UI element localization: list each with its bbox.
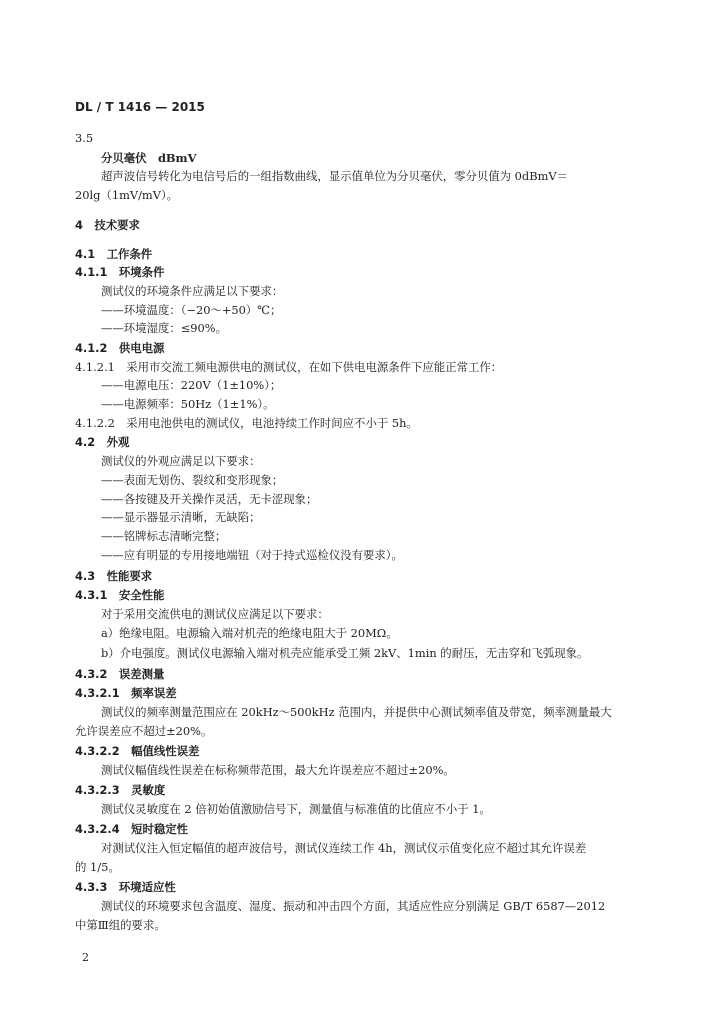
paragraph-line: 对于采用交流供电的测试仪应满足以下要求： xyxy=(101,607,329,621)
paragraph-line: 对测试仪注入恒定幅值的超声波信号，测试仪连续工作 4h，测试仪示值变化应不超过其允许误差 xyxy=(101,841,587,855)
heading-4-3: 4.3 性能要求 xyxy=(75,569,153,583)
term-definition-line-1: 超声波信号转化为电信号后的一组指数曲线，显示值单位为分贝毫伏，零分贝值为 0dBmV＝ xyxy=(101,169,569,183)
list-item: b）介电强度。测试仪电源输入端对机壳应能承受工频 2kV、1min 的耐压，无击穿和飞弧现象。 xyxy=(101,646,589,660)
heading-4-3-2: 4.3.2 误差测量 xyxy=(75,667,165,681)
heading-4-2: 4.2 外观 xyxy=(75,435,130,449)
paragraph-line: 测试仪的频率测量范围应在 20kHz～500kHz 范围内，并提供中心测试频率值及带宽，频率测量最大 xyxy=(101,705,612,719)
page-number: 2 xyxy=(82,951,89,964)
clause-4-1-2-1: 4.1.2.1 采用市交流工频电源供电的测试仪，在如下供电电源条件下应能正常工作： xyxy=(75,360,503,374)
paragraph-line: 测试仪的外观应满足以下要求： xyxy=(101,454,261,468)
list-item: ——电源电压：220V（1±10%）； xyxy=(101,378,282,392)
heading-4-3-3: 4.3.3 环境适应性 xyxy=(75,880,176,894)
heading-4-3-2-1: 4.3.2.1 频率误差 xyxy=(75,686,177,700)
paragraph-line: 中第Ⅲ组的要求。 xyxy=(75,918,166,932)
paragraph-line: 的 1/5。 xyxy=(75,860,120,874)
heading-4-3-2-2: 4.3.2.2 幅值线性误差 xyxy=(75,744,200,758)
paragraph-line: 测试仪的环境要求包含温度、湿度、振动和冲击四个方面，其适应性应分别满足 GB/T 6587—2012 xyxy=(101,899,606,913)
running-head: DL / T 1416 — 2015 xyxy=(75,100,205,114)
heading-4-3-1: 4.3.1 安全性能 xyxy=(75,588,165,602)
paragraph-line: 允许误差应不超过±20%。 xyxy=(75,724,213,738)
term-definition-line-2: 20lg（1mV/mV）。 xyxy=(75,188,179,202)
heading-4-1: 4.1 工作条件 xyxy=(75,247,153,261)
clause-3-5-number: 3.5 xyxy=(75,131,94,145)
heading-4-1-1: 4.1.1 环境条件 xyxy=(75,265,165,279)
clause-4-1-2-2: 4.1.2.2 采用电池供电的测试仪，电池持续工作时间应不小于 5h。 xyxy=(75,416,418,430)
heading-4: 4 技术要求 xyxy=(75,218,140,232)
paragraph-line: 测试仪灵敏度在 2 倍初始值激励信号下，测量值与标准值的比值应不小于 1。 xyxy=(101,802,491,816)
heading-4-3-2-4: 4.3.2.4 短时稳定性 xyxy=(75,822,189,836)
list-item: ——环境温度：（−20～+50）℃； xyxy=(101,303,282,317)
heading-4-3-2-3: 4.3.2.3 灵敏度 xyxy=(75,783,166,797)
list-item: ——铭牌标志清晰完整； xyxy=(101,529,227,543)
list-item: ——电源频率：50Hz（1±1%）。 xyxy=(101,397,275,411)
list-item: ——各按键及开关操作灵活，无卡涩现象； xyxy=(101,492,318,506)
list-item: ——表面无划伤、裂纹和变形现象； xyxy=(101,473,284,487)
term-title: 分贝毫伏 dBmV xyxy=(101,151,197,165)
list-item: a）绝缘电阻。电源输入端对机壳的绝缘电阻大于 20MΩ。 xyxy=(101,626,398,640)
heading-4-1-2: 4.1.2 供电电源 xyxy=(75,341,165,355)
paragraph-line: 测试仪的环境条件应满足以下要求： xyxy=(101,284,284,298)
list-item: ——应有明显的专用接地端钮（对于持式巡检仪没有要求）。 xyxy=(101,548,403,562)
list-item: ——显示器显示清晰，无缺陷； xyxy=(101,510,261,524)
paragraph-line: 测试仪幅值线性误差在标称频带范围，最大允许误差应不超过±20%。 xyxy=(101,763,455,777)
list-item: ——环境湿度：≤90%。 xyxy=(101,321,227,335)
